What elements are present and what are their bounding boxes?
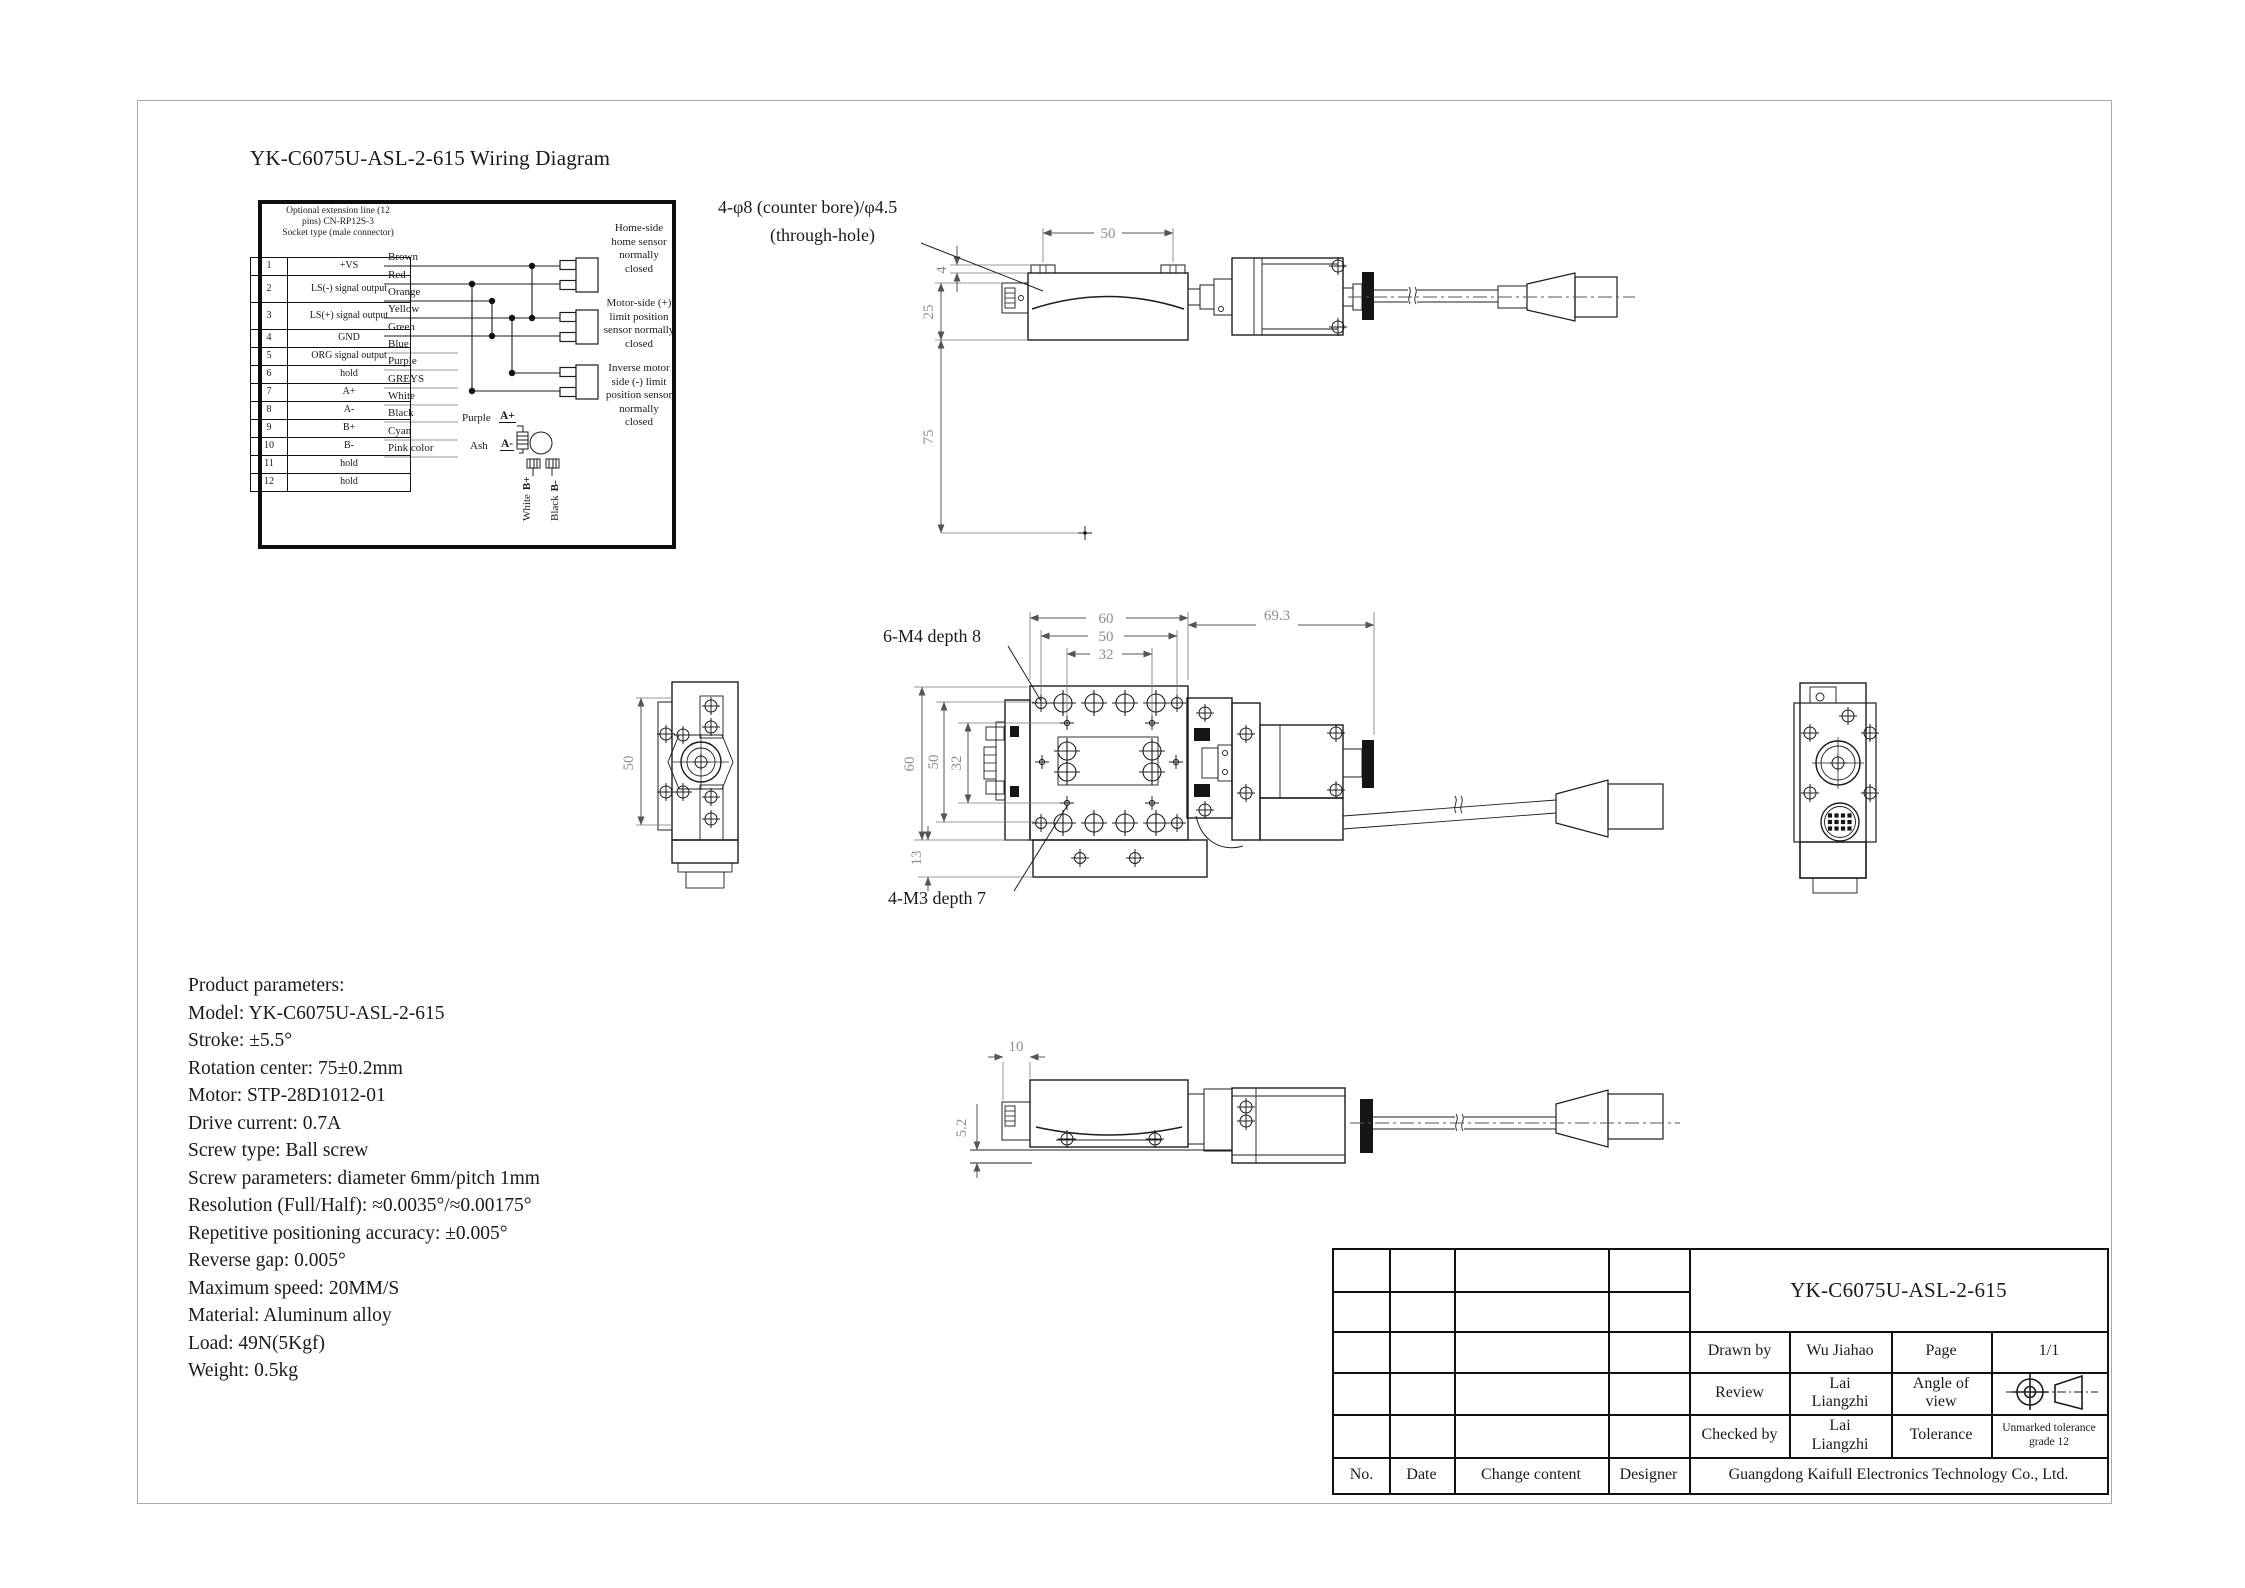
pin-no: 7: [251, 384, 288, 402]
page-value: 1/1: [2038, 1342, 2060, 1360]
pin-desc: LS(+) signal output: [288, 303, 411, 330]
pin-no: 11: [251, 456, 288, 474]
connector-note-line: Socket type (male connector): [282, 228, 394, 238]
dim-front-693: 69.3: [1263, 608, 1291, 624]
pin-row: [251, 303, 411, 330]
sensor-desc-line: Inverse motor: [608, 362, 670, 374]
param-line: Drive current: 0.7A: [188, 1112, 342, 1134]
sensor-desc-line: home sensor: [611, 235, 667, 248]
pin-desc: ORG signal output: [288, 348, 411, 366]
title-block-part-number: YK-C6075U-ASL-2-615: [1790, 1278, 2007, 1303]
review-name: Lai Liangzhi: [1811, 1374, 1869, 1410]
wire-color-label: Pink color: [388, 442, 434, 454]
dim-front-top-32: 32: [1098, 647, 1114, 663]
sensor-desc-line: closed: [624, 416, 654, 428]
sensor-desc-inverse: [601, 362, 677, 430]
left-side-view: [621, 682, 738, 888]
param-line: Material: Aluminum alloy: [188, 1305, 392, 1326]
sensor-desc-line: Home-side: [614, 222, 664, 234]
lead-a-minus: A-: [501, 438, 514, 450]
review-label: Review: [1715, 1383, 1764, 1401]
pin-no: 2: [251, 276, 288, 303]
pin-no: 8: [251, 402, 288, 420]
wire-color-label: White: [388, 390, 415, 402]
param-line: Load: 49N(5Kgf): [188, 1332, 326, 1354]
param-line: Motor: STP-28D1012-01: [188, 1085, 386, 1106]
pin-row: [251, 384, 411, 402]
sensor-desc-line: closed: [624, 262, 654, 275]
drawn-by-value: Wu Jiahao: [1806, 1342, 1874, 1360]
dim-bottom-10: 10: [1008, 1039, 1024, 1055]
callout-counterbore: 4-φ8 (counter bore)/φ4.5: [718, 197, 898, 217]
angle-label-text: Angle of view: [1912, 1374, 1970, 1410]
pin-row: [251, 366, 411, 384]
connector-pins: [1828, 813, 1852, 830]
tolerance-label: Tolerance: [1909, 1426, 1973, 1444]
callout-m3: 4-M3 depth 7: [888, 888, 986, 908]
param-line: Stroke: ±5.5°: [188, 1030, 293, 1051]
sensor-desc-line: side (-) limit: [611, 375, 667, 388]
product-parameters: [188, 972, 540, 1385]
param-line: Product parameters:: [188, 975, 345, 996]
sensor-desc-line: closed: [624, 337, 654, 350]
pin-desc: GND: [288, 330, 411, 348]
pin-no: 1: [251, 258, 288, 276]
wire-color-label: Orange: [388, 286, 421, 298]
pin-table: [250, 257, 411, 492]
tolerance-value: Unmarked tolerance grade 12: [2002, 1421, 2096, 1448]
wire-color-label: Green: [388, 321, 415, 333]
sensor-desc-line: position sensor: [605, 389, 673, 401]
wire-color-label: Blue: [388, 338, 409, 350]
checked-by-label: Checked by: [1701, 1426, 1778, 1444]
pin-row: [251, 402, 411, 420]
param-line: Rotation center: 75±0.2mm: [188, 1057, 403, 1079]
drawn-by-label: Drawn by: [1707, 1342, 1772, 1360]
angle-of-view-label: [1891, 1372, 1991, 1414]
pin-desc: A-: [288, 402, 411, 420]
pin-row: [251, 420, 411, 438]
callout-m4: 6-M4 depth 8: [883, 626, 981, 646]
dim-front-left-60: 60: [902, 756, 918, 772]
pin-row: [251, 348, 411, 366]
lead-b-plus: WhiteB+: [521, 476, 533, 521]
wire-color-label: Yellow: [388, 303, 420, 315]
param-line: Maximum speed: 20MM/S: [188, 1277, 400, 1299]
sensor-desc-line: normally: [619, 249, 659, 261]
pin-row: [251, 330, 411, 348]
param-line: Model: YK-C6075U-ASL-2-615: [188, 1002, 445, 1024]
checked-by-value: [1789, 1414, 1891, 1457]
connector-note-line: pins) CN-RP12S-3: [301, 217, 375, 227]
right-side-view: [1794, 683, 1879, 893]
dim-front-top-60: 60: [1098, 611, 1114, 627]
pin-desc: hold: [288, 366, 411, 384]
sensor-desc-line: normally: [619, 402, 659, 415]
pin-row: [251, 258, 411, 276]
wire-color-label: Red: [388, 269, 406, 281]
param-line: Resolution (Full/Half): ≈0.0035°/≈0.00175°: [188, 1195, 532, 1216]
pin-row: [251, 276, 411, 303]
sensor-desc-line: sensor normally: [603, 324, 675, 336]
dim-front-13: 13: [909, 850, 925, 866]
param-line: Weight: 0.5kg: [188, 1360, 299, 1381]
company-name: Guangdong Kaifull Electronics Technology Co., Ltd.: [1728, 1465, 2069, 1483]
page-label: Page: [1925, 1342, 1957, 1360]
designer-label: Designer: [1619, 1465, 1678, 1483]
no-label: No.: [1349, 1465, 1374, 1483]
lead-a-minus-color: Ash: [470, 440, 488, 452]
top-view: [921, 226, 1635, 540]
lead-a-plus-color: Purple: [462, 412, 491, 424]
sensor-desc-motor-side: [601, 297, 677, 351]
sensor-desc-line: Motor-side (+): [606, 297, 672, 309]
pin-desc: B+: [288, 420, 411, 438]
pin-no: 3: [251, 303, 288, 330]
dim-side-50: 50: [621, 755, 637, 771]
wire-color-label: Brown: [388, 251, 418, 263]
pin-desc: +VS: [288, 258, 411, 276]
wire-color-label: Purple: [388, 355, 417, 367]
dim-front-left-32: 32: [949, 755, 965, 771]
pin-desc: B-: [288, 438, 411, 456]
param-line: Repetitive positioning accuracy: ±0.005°: [188, 1222, 508, 1244]
dim-front-left-50: 50: [926, 754, 942, 770]
sensor-desc-line: limit position: [609, 310, 669, 323]
connector-note: [262, 206, 414, 239]
lead-a-plus: A+: [500, 410, 515, 422]
pin-no: 4: [251, 330, 288, 348]
dim-topview-4: 4: [934, 266, 950, 274]
pin-row: [251, 456, 411, 474]
param-line: Reverse gap: 0.005°: [188, 1250, 346, 1271]
pin-row: [251, 438, 411, 456]
bottom-view: [954, 1039, 1680, 1178]
rotation-center-mark: [1078, 526, 1092, 540]
wire-color-label: GREYS: [388, 373, 425, 385]
front-view: [902, 608, 1663, 891]
pin-no: 9: [251, 420, 288, 438]
dim-topview-25: 25: [921, 304, 937, 320]
change-content-label: Change content: [1481, 1465, 1581, 1483]
checked-name: Lai Liangzhi: [1811, 1417, 1869, 1453]
wire-color-label: Black: [388, 407, 414, 419]
connector-note-line: Optional extension line (12: [286, 206, 390, 216]
dim-topview-75: 75: [921, 429, 937, 445]
title-block: [1332, 1248, 2109, 1495]
dim-front-top-50: 50: [1098, 629, 1114, 645]
callout-throughhole: (through-hole): [770, 225, 875, 245]
param-line: Screw type: Ball screw: [188, 1140, 369, 1161]
pin-desc: LS(-) signal output: [288, 276, 411, 303]
pin-desc: hold: [288, 474, 411, 492]
pin-desc: A+: [288, 384, 411, 402]
dim-bottom-52: 5.2: [954, 1118, 970, 1138]
pin-no: 12: [251, 474, 288, 492]
sensor-desc-home: [601, 222, 677, 276]
wiring-diagram-title: YK-C6075U-ASL-2-615 Wiring Diagram: [250, 146, 611, 170]
pin-no: 5: [251, 348, 288, 366]
lead-b-minus: BlackB-: [549, 480, 561, 521]
pin-no: 10: [251, 438, 288, 456]
pin-desc: hold: [288, 456, 411, 474]
param-line: Screw parameters: diameter 6mm/pitch 1mm: [188, 1167, 540, 1189]
date-label: Date: [1406, 1465, 1437, 1483]
wire-color-label: Cyan: [388, 425, 412, 437]
pin-row: [251, 474, 411, 492]
review-value: [1789, 1372, 1891, 1414]
dim-topview-50: 50: [1100, 226, 1116, 242]
pin-no: 6: [251, 366, 288, 384]
